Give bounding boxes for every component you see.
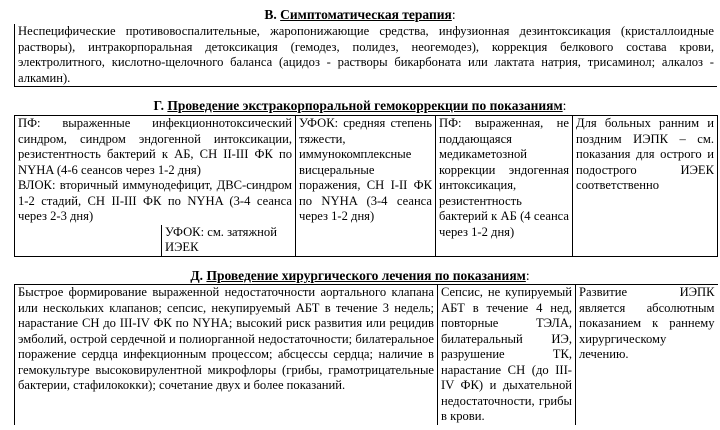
section-g-title	[0, 98, 720, 114]
section-b-table	[14, 24, 717, 87]
section-g-colon: :	[562, 98, 567, 113]
section-g-vlok: ВЛОК: вторичный иммунодефицит, ДВС-синдром 1-2 стадий, СН II-III ФК по NYHA (3-4 сеанса через 2-3 дня)	[18, 178, 293, 223]
section-d-colon: :	[525, 268, 530, 283]
section-g-table	[14, 115, 718, 257]
section-b-colon: :	[451, 7, 456, 22]
section-d-name: Проведение хирургического лечения по показаниям	[206, 268, 526, 283]
section-g-empty-cell	[15, 225, 162, 257]
section-d-col1: Быстрое формирование выраженной недостаточности аортального клапана или нескольких клапанов; сепсис, некупируемый АБТ в течение 3 недель; нарастание СН до III-IV ФК по NYHA; высокий риск развития или рецидив эмболий, острой сердечной и полиорганной недостаточности; билатеральное поражение сердца инфекционным процессом; абсцессы сердца; наличие в гемокультуре высоковирулентной микрофлоры (грибы, грамотрицательные бактерии, стафилококки); сочетание двух и более показаний.	[15, 285, 438, 425]
section-g-col3: ПФ: выраженная, не поддающаяся медикаметозной коррекции эндогенная интоксикация, резистентность бактерий к АБ (4 сеанса через 1-2 дня)	[436, 116, 573, 257]
section-b-letter: В.	[264, 7, 277, 22]
section-d-col2: Сепсис, не купируемый АБТ в течение 4 нед, повторные ТЭЛА, билатеральный ИЭ, разрушение ТК, нарастание СН (до III-IV ФК) и дыхательной недостаточности, грибы в крови.	[438, 285, 576, 425]
section-g-name: Проведение экстракорпоральной гемокоррекции по показаниям	[167, 98, 563, 113]
section-g-col1	[15, 116, 296, 225]
section-d-table	[14, 284, 718, 425]
section-d-letter: Д.	[190, 268, 204, 283]
section-b-title	[0, 7, 720, 23]
section-g-col4: Для больных ранним и поздним ИЭПК – см. показания для острого и подострого ИЭЕК соответственно	[573, 116, 718, 257]
section-d-title	[0, 268, 720, 284]
section-d-col3: Развитие ИЭПК является абсолютным показанием к раннему хирургическому лечению.	[576, 285, 718, 425]
section-g-col2: УФОК: средняя степень тяжести, иммунокомплексные висцеральные поражения, СН I-II ФК по NYHA (3-4 сеанса через 1-2 дня)	[296, 116, 436, 257]
section-b-name: Симптоматическая терапия	[280, 7, 452, 22]
section-g-pf: ПФ: выраженные инфекционнотоксический синдром, синдром эндогенной интоксикации, резистентность бактерий к АБ, СН II-III ФК по NYHA (4-6 сеансов через 1-2 дня)	[18, 116, 293, 177]
section-g-letter: Г.	[153, 98, 164, 113]
section-g-ufok: УФОК: см. затяжной ИЭЕК	[162, 225, 296, 257]
section-b-text: Неспецифические противовоспалительные, жаропонижающие средства, инфузионная дезинтоксикация (кристаллоидные растворы), интракорпоральная детоксикация (гемодез, полидез, неогемодез), коррекция белкового состава крови, электролитного, кислотно-щелочного баланса (ацидоз - растворы бикарбоната или лактата натрия, трисаминол; алкалоз - алкамин).	[15, 24, 718, 87]
